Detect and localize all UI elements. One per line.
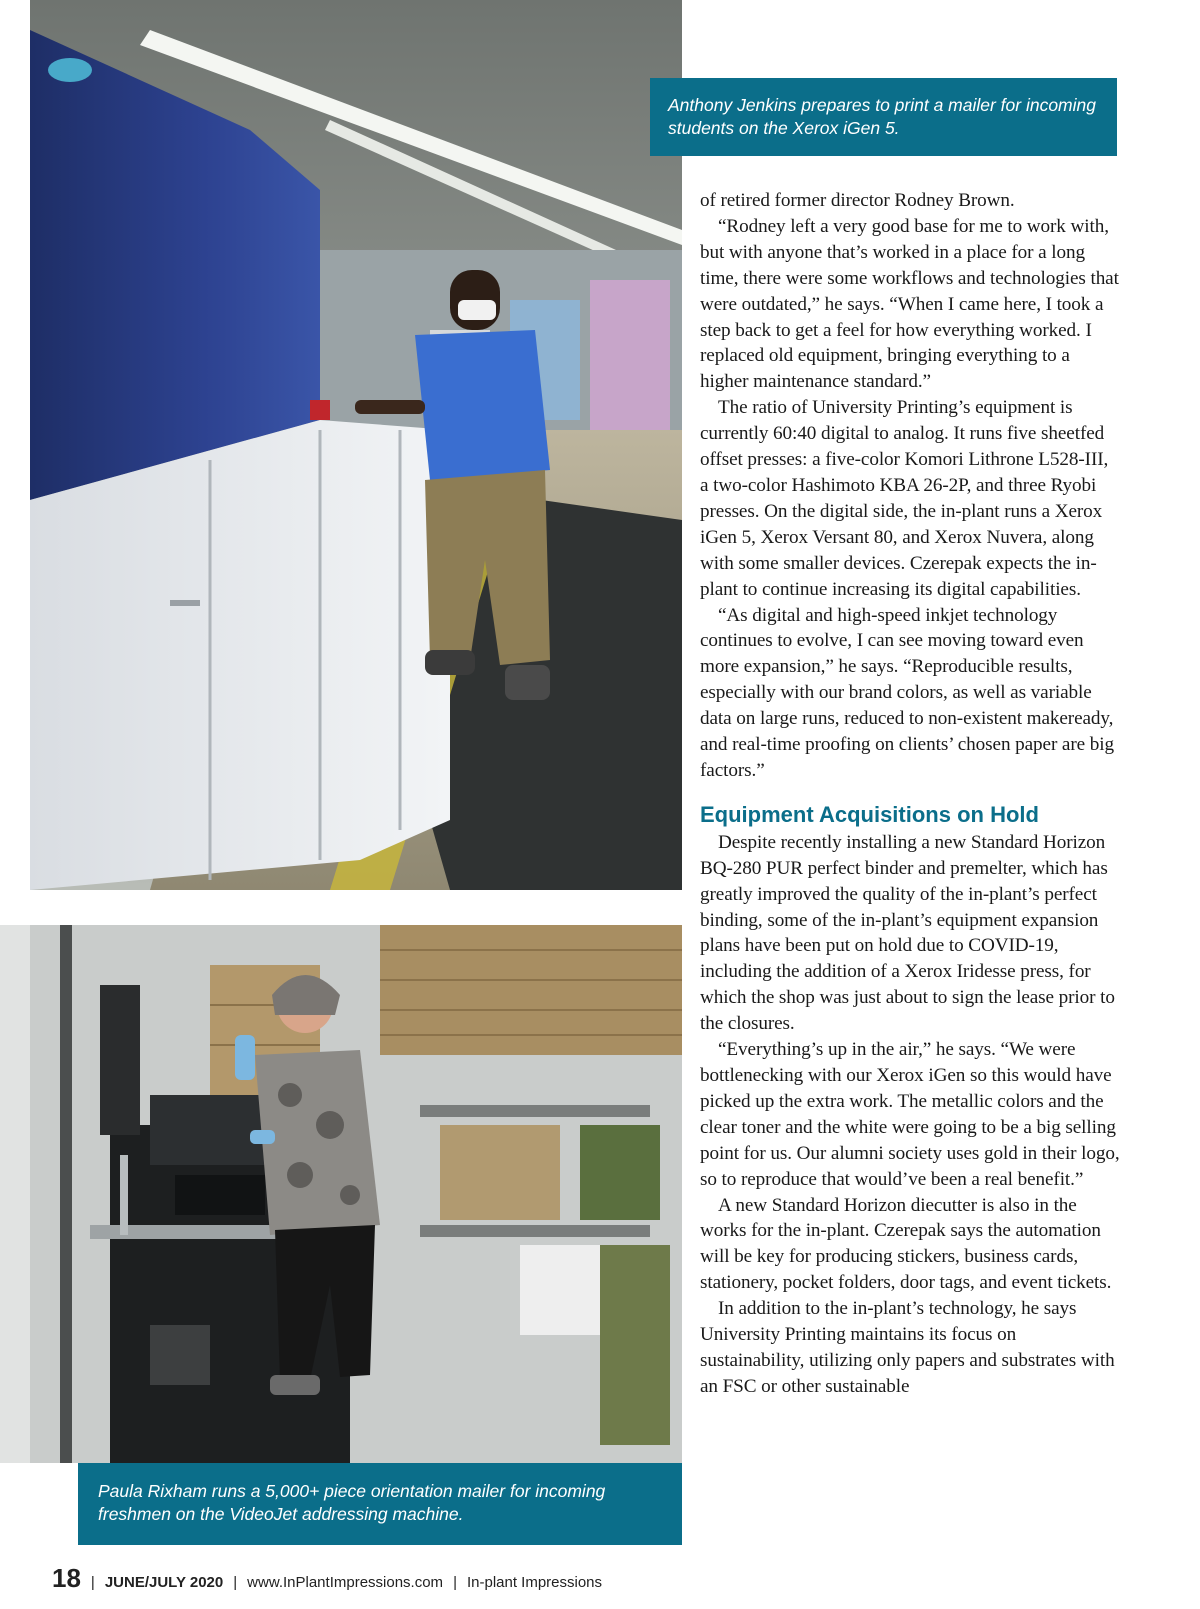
footer-issue-date: JUNE/JULY 2020 <box>104 1574 224 1591</box>
article-paragraph: The ratio of University Printing’s equipment is currently 60:40 digital to analog. It runs five sheetfed offset presses: a five-color Komori Lithrone L528-III, a two-color Hashimoto KBA 26-2P, and three Ryobi presses. On the digital side, the in-plant runs a Xerox iGen 5, Xerox Versant 80, and Xerox Nuvera, along with some smaller devices. Czerepak expects the in-plant to continue increasing its digital capabilities. <box>700 397 1109 600</box>
section-heading: Equipment Acquisitions on Hold <box>700 801 1039 827</box>
article-paragraph: A new Standard Horizon diecutter is also in the works for the in-plant. Czerepak says the automation will be key for producing stickers, business cards, stationery, pocket folders, door tags, and event tickets. <box>700 1194 1112 1294</box>
page-footer <box>52 1563 752 1597</box>
footer-separator: | <box>233 1574 238 1591</box>
footer-issue <box>105 1574 223 1591</box>
footer-publication: In-plant Impressions <box>466 1574 603 1591</box>
article-paragraph: “Rodney left a very good base for me to work with, but with anyone that’s worked in a place for a long time, there were some workflows and technologies that were outdated,” he says. “When I came here, I took a step back to get a feel for how everything worked. I replaced old equipment, bringing everything to a higher maintenance standard.” <box>700 215 1119 393</box>
article-paragraph: In addition to the in-plant’s technology, he says University Printing maintains its focus on sustainability, utilizing only papers and substrates with an FSC or other sustainable <box>700 1298 1115 1397</box>
footer-separator: | <box>90 1574 95 1591</box>
addressing-machine-photo <box>0 925 682 1463</box>
printing-press-photo <box>30 0 682 890</box>
article-column <box>700 188 1120 1400</box>
article-paragraph: of retired former director Rodney Brown. <box>700 190 1015 211</box>
article-paragraph: Despite recently installing a new Standard Horizon BQ-280 PUR perfect binder and premelter, which has greatly improved the quality of the in-plant’s perfect binding, some of the in-plant’s equipment expansion plans have been put on hold due to COVID-19, including the addition of a Xerox Iridesse press, for which the shop was just about to sign the lease prior to the closures. <box>700 831 1115 1035</box>
article-paragraph: “As digital and high-speed inkjet technology continues to evolve, I can see moving toward even more expansion,” he says. “Reproducible results, especially with our brand colors, as well as variable data on large runs, reduced to non-existent makeready, and real-time proofing on clients’ chosen paper are big factors.” <box>700 604 1114 781</box>
footer-website-link[interactable]: www.InPlantImpressions.com <box>247 1574 444 1591</box>
article-paragraph: “Everything’s up in the air,” he says. “We were bottlenecking with our Xerox iGen so this would have picked up the extra work. The metallic colors and the clear toner and the white were going to be a big selling point for us. Our alumni society uses gold in their logo, so to reproduce that would’ve been a real benefit.” <box>700 1039 1120 1190</box>
page-number: 18 <box>52 1563 81 1593</box>
photo-caption-top: Anthony Jenkins prepares to print a mailer for incoming students on the Xerox iGen 5. <box>650 78 1117 156</box>
footer-separator: | <box>453 1574 457 1591</box>
photo-caption-bottom: Paula Rixham runs a 5,000+ piece orientation mailer for incoming freshmen on the VideoJet addressing machine. <box>78 1463 682 1545</box>
